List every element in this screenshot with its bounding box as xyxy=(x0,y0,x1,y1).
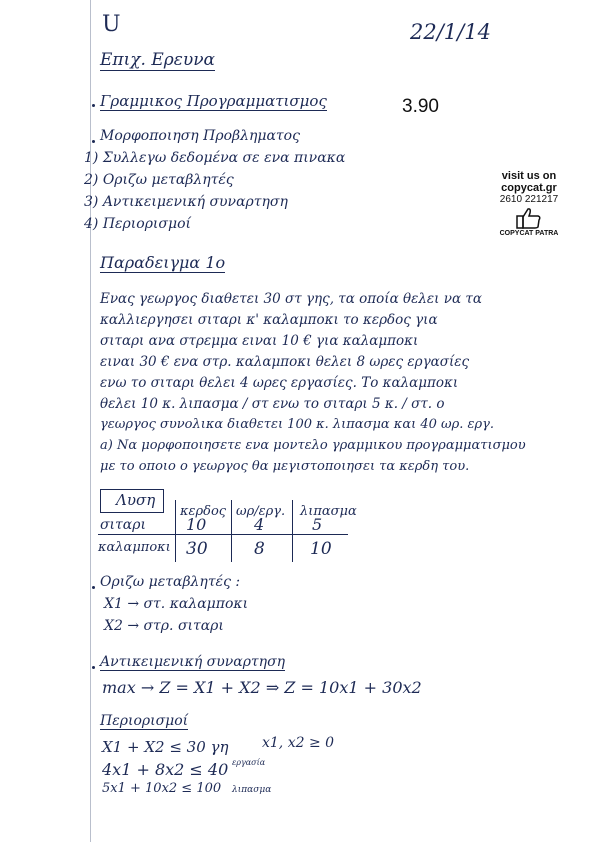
example-line: γεωργος συνολικα διαθετει 100 κ. λιπασμα και 40 ωρ. εργ. xyxy=(100,417,495,432)
constraint-labor: 4x1 + 8x2 ≤ 40 xyxy=(102,760,229,779)
margin-line xyxy=(90,0,91,842)
variable-x2: X2 → στρ. σιταρι xyxy=(104,618,224,634)
example-title: Παραδειγμα 1ο xyxy=(100,253,226,272)
example-line: θελει 10 κ. λιπασμα / στ ενω το σιταρι 5 κ. / στ. ο xyxy=(100,396,445,412)
table-header-ores: ωρ/εργ. xyxy=(236,504,286,519)
table-header-kerdos: κερδος xyxy=(180,504,227,519)
stamp-line2: copycat.gr xyxy=(501,182,557,194)
table-divider xyxy=(292,500,293,562)
table-header-lipasma: λιπασμα xyxy=(300,504,357,519)
solution-title: Λυση xyxy=(116,491,156,509)
constraint-fertilizer-note: λιπασμα xyxy=(232,785,272,795)
example-line: καλλιεργησει σιταρι κ' καλαμποκι το κερδος για xyxy=(100,312,438,328)
example-line: a) Να μορφοποιησετε ενα μοντελο γραμμικου προγραμματισμου xyxy=(100,438,526,453)
formulation-step-4: 4) Περιορισμοί xyxy=(84,216,191,232)
table-row-name: καλαμποκι xyxy=(98,540,171,555)
bullet xyxy=(92,104,95,107)
table-cell: 4 xyxy=(254,515,265,534)
table-cell: 10 xyxy=(186,515,207,534)
variables-title: Οριζω μεταβλητές : xyxy=(100,574,241,590)
page-date: 22/1/14 xyxy=(410,20,491,44)
corner-mark: U xyxy=(102,12,121,37)
constraint-nonnegativity: x1, x2 ≥ 0 xyxy=(262,735,335,751)
table-row-divider xyxy=(98,534,348,535)
stamp-brand: COPYCAT PATRA xyxy=(499,230,559,237)
example-line: ενω το σιταρι θελει 4 ωρες εργασίες. Το καλαμποκι xyxy=(100,375,459,391)
copycat-stamp xyxy=(474,170,584,237)
formulation-step-1: 1) Συλλεγω δεδομένα σε ενα πινακα xyxy=(84,150,346,166)
formulation-step-3: 3) Αντικειμενική συναρτηση xyxy=(84,194,288,210)
objective-title: Αντικειμενική συναρτηση xyxy=(100,654,286,670)
page-number: 3.90 xyxy=(402,96,439,117)
constraints-title: Περιορισμοί xyxy=(100,713,189,729)
constraint-fertilizer: 5x1 + 10x2 ≤ 100 xyxy=(102,781,222,796)
section-title: Γραμμικος Προγραμματισμος xyxy=(100,92,327,110)
bullet xyxy=(92,666,95,669)
table-divider xyxy=(231,500,232,562)
bullet xyxy=(92,140,95,143)
stamp-line1: visit us on xyxy=(501,170,557,182)
bullet xyxy=(92,586,95,589)
constraint-land: X1 + X2 ≤ 30 γη xyxy=(102,738,229,756)
formulation-step-2: 2) Οριζω μεταβλητές xyxy=(84,172,234,188)
table-cell: 5 xyxy=(312,515,323,534)
table-divider xyxy=(175,500,176,562)
example-line: με το οποιο ο γεωργος θα μεγιστοποιησει τα κερδη του. xyxy=(100,459,470,474)
variable-x1: X1 → στ. καλαμποκι xyxy=(104,596,249,612)
stamp-phone: 2610 221217 xyxy=(499,194,559,205)
table-cell: 10 xyxy=(310,539,332,559)
formulation-title: Μορφοποιηση Προβληματος xyxy=(100,128,300,144)
example-line: σιταρι ανα στρεμμα ειναι 10 € για καλαμποκι xyxy=(100,333,419,349)
table-row-name: σιταρι xyxy=(100,517,146,533)
subject-title: Επιχ. Ερευνα xyxy=(100,50,216,70)
example-line: ειναι 30 € ενα στρ. καλαμποκι θελει 8 ωρες εργασίες xyxy=(100,354,470,370)
thumbs-up-icon xyxy=(516,207,542,229)
objective-formula: max → Z = X1 + X2 ⇒ Z = 10x1 + 30x2 xyxy=(102,678,422,697)
example-line: Ενας γεωργος διαθετει 30 στ γης, τα οποία θελει να τα xyxy=(100,291,482,307)
table-cell: 8 xyxy=(254,539,265,559)
constraint-labor-note: εργασία xyxy=(232,758,266,767)
table-cell: 30 xyxy=(186,539,208,559)
